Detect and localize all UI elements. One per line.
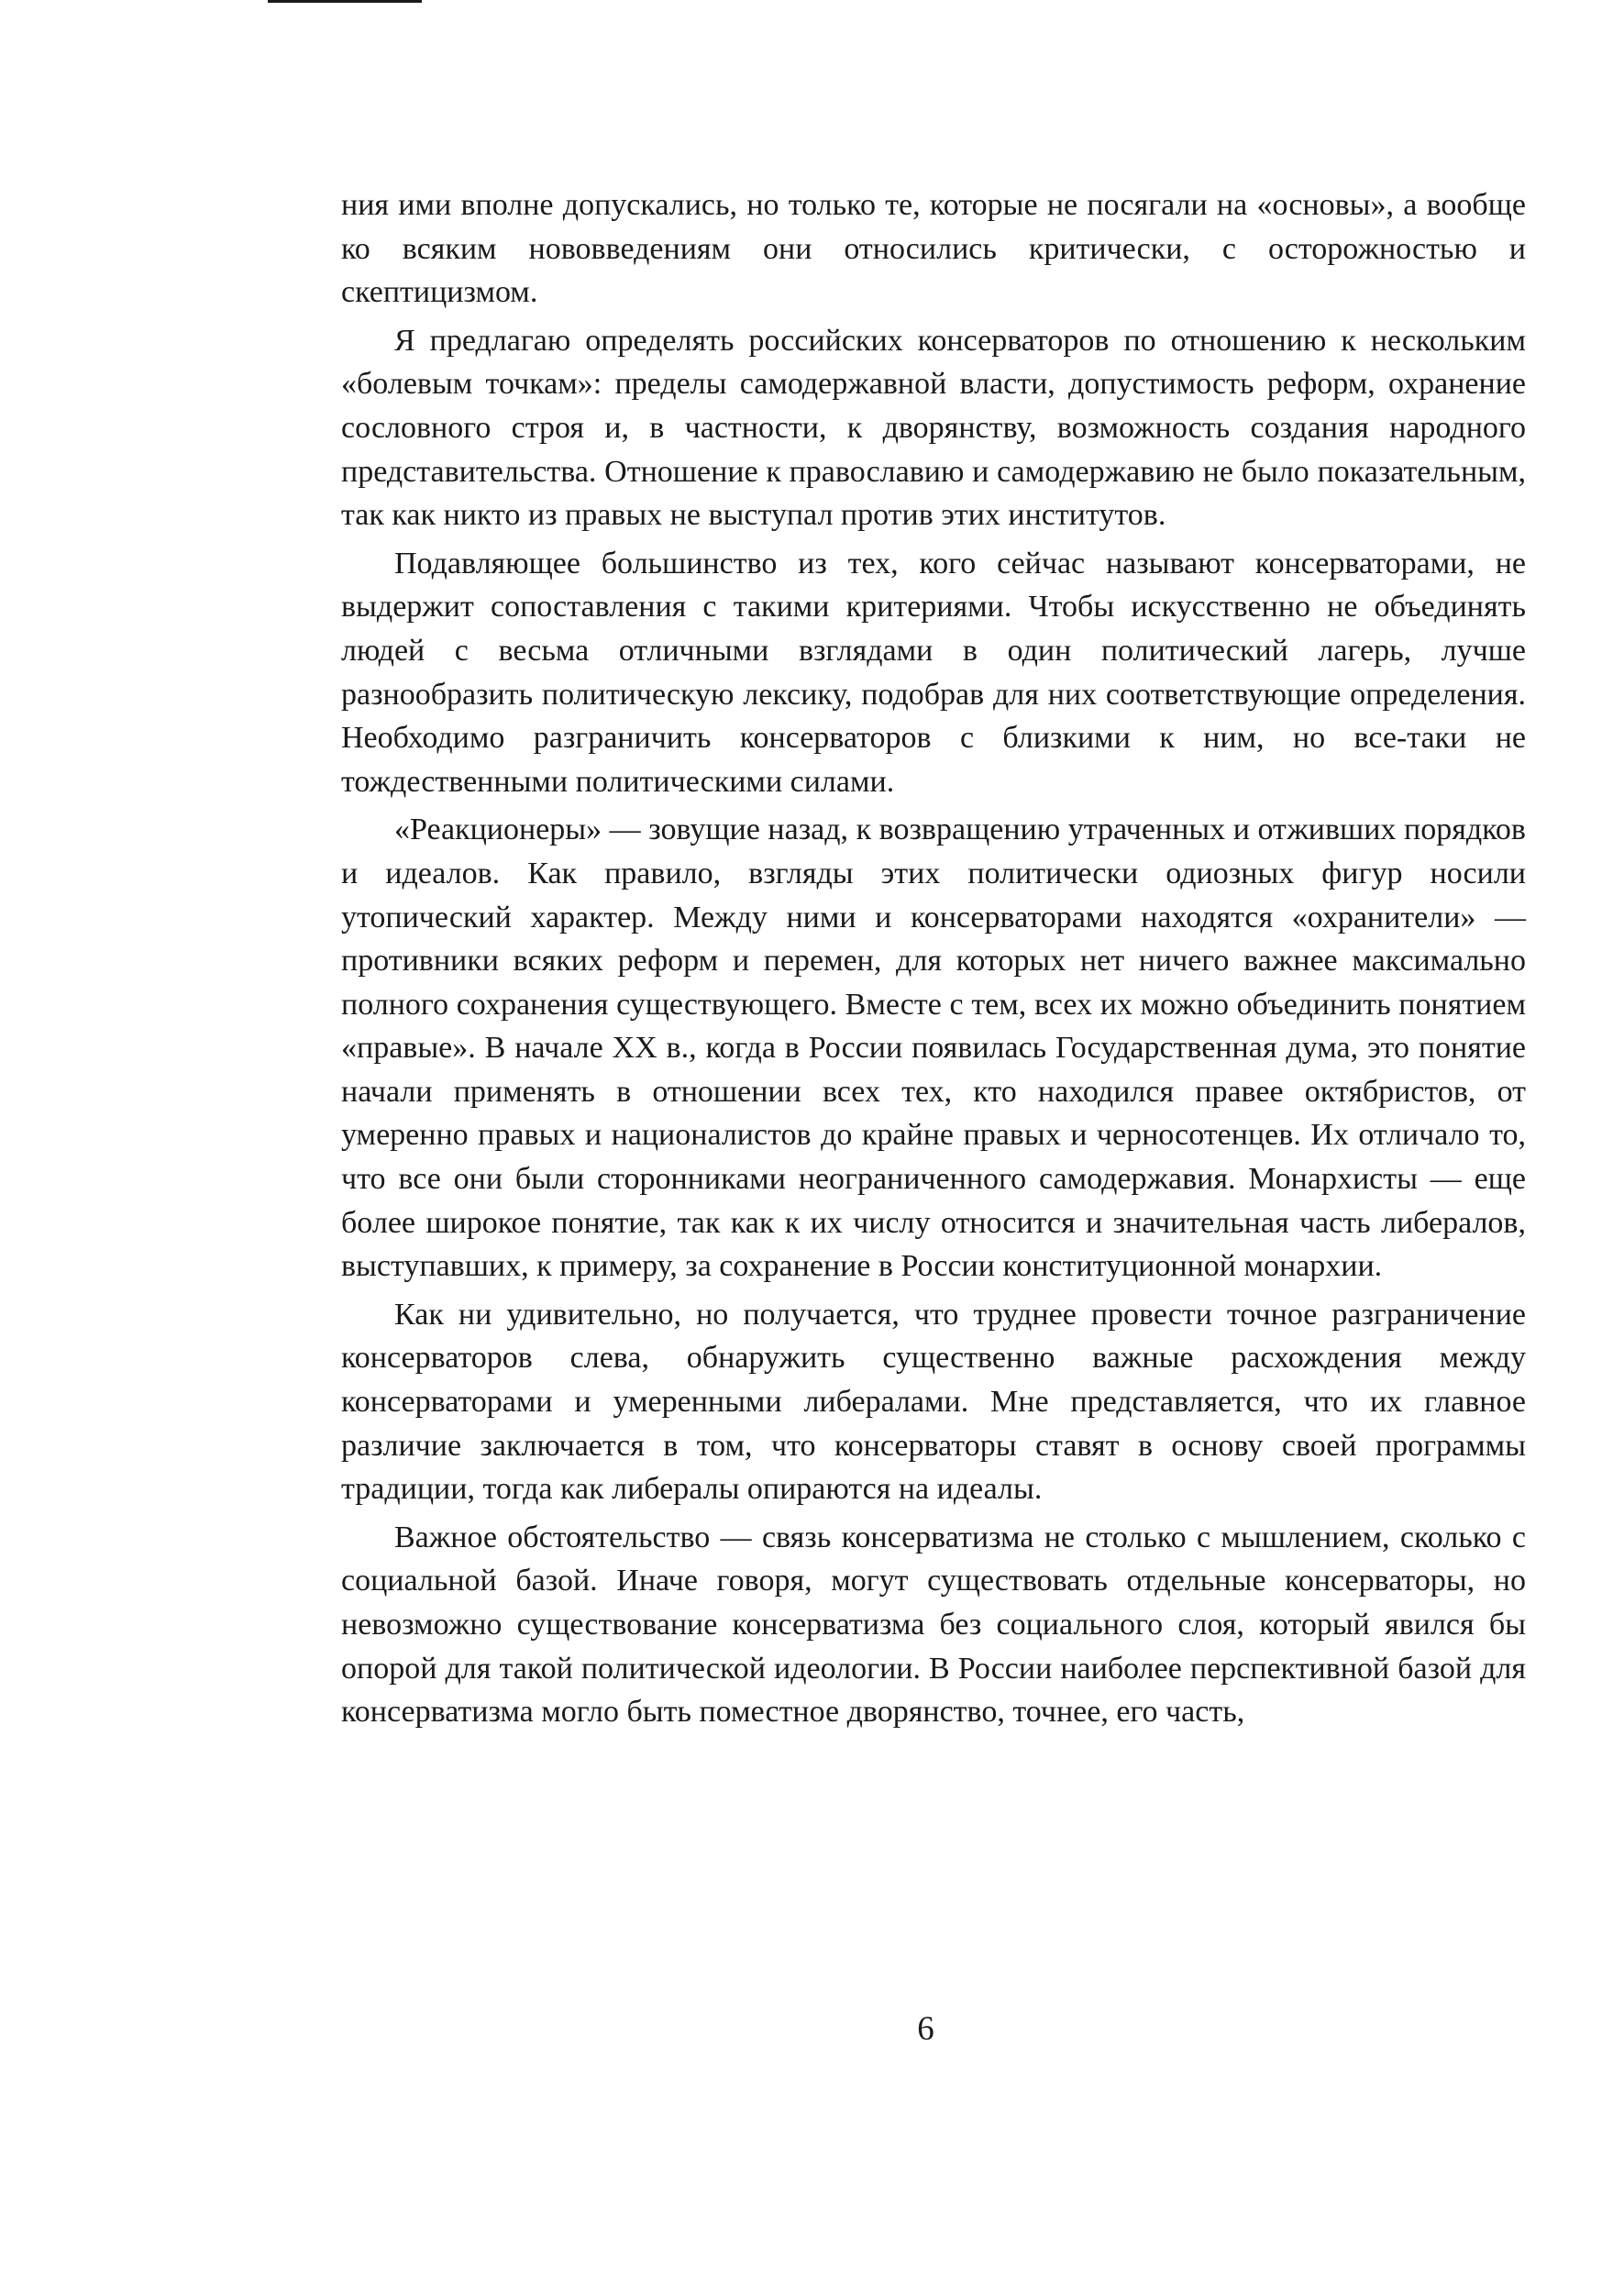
paragraph-2: Я предлагаю определять российских консерваторов по отношению к нескольким «болевым точкам»: пределы самодержавной власти, допустимость реформ, охранение сословного строя и, в частности, к дворянству, возможность создания народного представительства. Отношение к православию и самодержавию не было показательным, так как никто из правых не выступал против этих институтов. [341, 323, 1526, 533]
paragraph-3: Подавляющее большинство из тех, кого сейчас называют консерваторами, не выдержит сопоставления с такими критериями. Чтобы искусственно не объединять людей с весьма отличными взглядами в один политический лагерь, лучше разнообразить политическую лексику, подобрав для них соответствующие определения. Необходимо разграничить консерваторов с близкими к ним, но все-таки не тождественными политическими силами. [341, 546, 1526, 799]
paragraph-6: Важное обстоятельство — связь консерватизма не столько с мышлением, сколько с социальной базой. Иначе говоря, могут существовать отдельные консерваторы, но невозможно существование консерватизма без социального слоя, который явился бы опорой для такой политической идеологии. В России наиболее перспективной базой для консерватизма могло быть поместное дворянство, точнее, его часть, [341, 1520, 1526, 1730]
body-text [341, 183, 1526, 1739]
paragraph-1: ния ими вполне допускались, но только те, которые не посягали на «основы», а вообще ко всяким нововведениям они относились критически, с осторожностью и скептицизмом. [341, 188, 1526, 310]
page-number: 6 [917, 2010, 934, 2048]
paragraph-4: «Реакционеры» — зовущие назад, к возвращению утраченных и отживших порядков и идеалов. Как правило, взгляды этих политически одиозных фигур носили утопический характер. Между ними и консерваторами находятся «охранители» — противники всяких реформ и перемен, для которых нет ничего важнее максимально полного сохранения существующего. Вместе с тем, всех их можно объединить понятием «правые». В начале XX в., когда в России появилась Государственная дума, это понятие начали применять в отношении всех тех, кто находился правее октябристов, от умеренно правых и националистов до крайне правых и черносотенцев. Их отличало то, что все они были сторонниками неограниченного самодержавия. Монархисты — еще более широкое понятие, так как к их числу относится и значительная часть либералов, выступавших, к примеру, за сохранение в России конституционной монархии. [341, 813, 1526, 1284]
top-rule [268, 0, 422, 3]
paragraph-5: Как ни удивительно, но получается, что труднее провести точное разграничение консерваторов слева, обнаружить существенно важные расхождения между консерваторами и умеренными либералами. Мне представляется, что их главное различие заключается в том, что консерваторы ставят в основу своей программы традиции, тогда как либералы опираются на идеалы. [341, 1297, 1526, 1507]
